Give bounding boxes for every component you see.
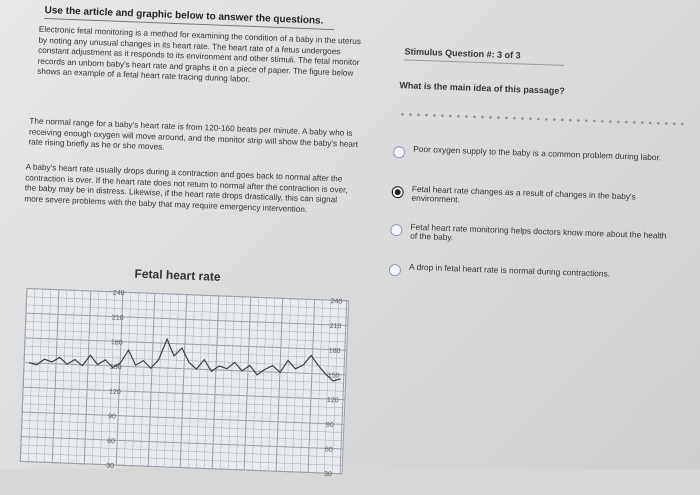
passage-paragraph-1: Electronic fetal monitoring is a method for examining the condition of a baby in the uterus by noting any unusual changes in its heart rate. The heart rate of a fetus undergoes constant adjustment as it responds to its environment and other stimuli. The fetal monitor records an unborn baby's heart rate and graphs it on a piece of paper. The figure below shows an example of a fetal heart rate tracing during labor. [37,24,362,84]
fetal-heart-rate-chart [2,276,359,489]
chart-title: Fetal heart rate [134,266,221,284]
y-tick-label-right: 180 [328,347,341,355]
y-tick-label-right: 150 [327,372,340,380]
y-tick-label-left: 60 [106,437,116,446]
y-tick-label-left: 90 [107,413,116,421]
y-tick-label-right: 240 [330,298,343,306]
y-tick-label-left: 240 [112,289,125,298]
stimulus-counter: Stimulus Question #: 3 of 3 [404,46,564,66]
y-tick-label-left: 210 [111,314,124,322]
answer-option-text: Fetal heart rate changes as a result of changes in the baby's environment. [411,183,637,205]
question-panel [380,40,694,470]
passage-paragraph-3: A baby's heart rate usually drops during a contraction and goes back to normal after the contraction is over. If the heart rate does not return to normal after the contraction is over, the baby may be in distress. Likewise, if the heart rate drops drastically, this can signal more severe problems with the baby that may require emergency intervention. [24,162,348,214]
y-tick-label-right: 60 [324,446,333,454]
passage-panel [2,0,400,483]
question-text: What is the main idea of this passage? [399,80,566,96]
radio-button[interactable] [389,264,401,276]
y-tick-label-right: 120 [326,396,339,405]
y-tick-label-right: 210 [329,322,342,331]
answer-option-2[interactable] [392,183,682,205]
answer-option-3[interactable] [391,221,681,243]
y-tick-label-right: 90 [325,421,334,429]
y-tick-label-left: 120 [108,388,121,397]
y-tick-label-left: 30 [106,462,115,470]
radio-button-selected[interactable] [391,186,403,198]
answer-option-1[interactable] [393,143,683,163]
y-tick-label-left: 150 [109,363,122,372]
answer-option-text: Fetal heart rate monitoring helps doctors know more about the health of the baby. [410,221,667,243]
radio-button[interactable] [390,224,402,236]
y-tick-label-left: 180 [110,339,123,347]
answer-option-text: Poor oxygen supply to the baby is a common problem during labor. [413,143,662,163]
passage-paragraph-2: The normal range for a baby's heart rate is from 120-160 beats per minute. A baby who is receiving enough oxygen will move around, and the monitor strip will show the baby's heart rate rising briefly as he or she moves. [28,116,359,152]
answer-option-text: A drop in fetal heart rate is normal during contractions. [408,261,611,279]
dotted-divider [398,112,688,126]
instructions: Use the article and graphic below to answer the questions. [44,5,334,30]
y-tick-label-right: 30 [323,471,332,479]
chart-background [20,288,348,473]
answer-option-4[interactable] [389,261,679,279]
radio-button[interactable] [393,146,405,158]
chart-svg [2,276,359,489]
